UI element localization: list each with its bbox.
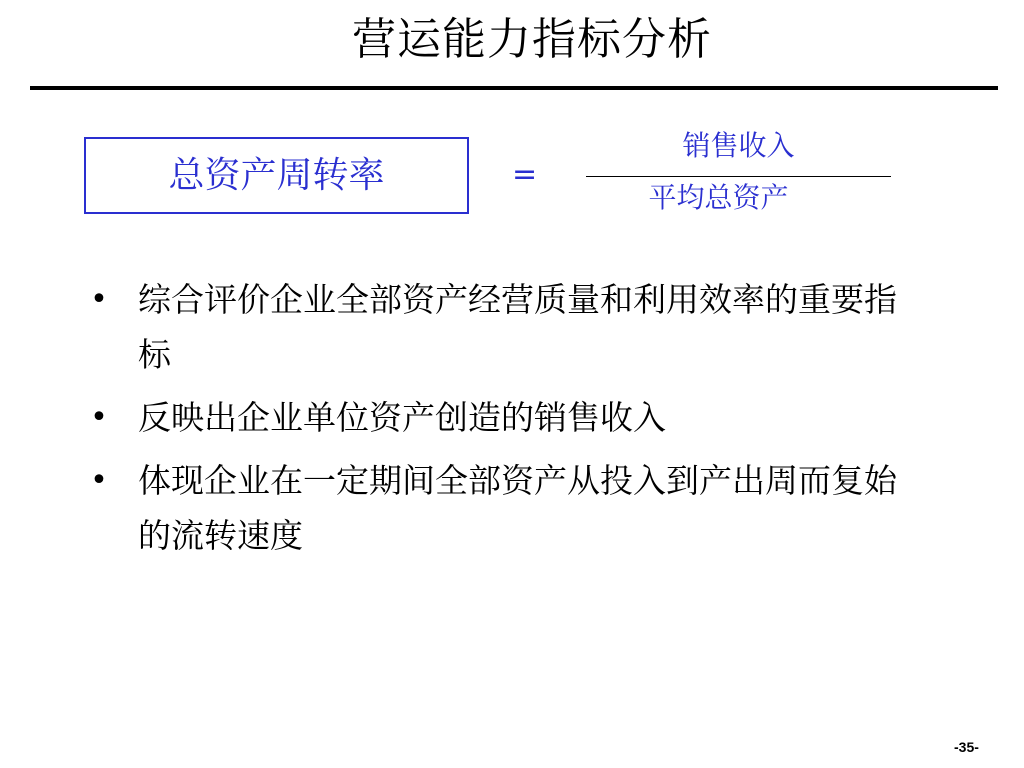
- formula-name-box: [84, 137, 469, 214]
- formula-name: 总资产周转率: [168, 154, 385, 196]
- bullet-icon: •: [90, 282, 108, 317]
- fraction-line: [586, 176, 891, 177]
- bullet-text: 反映出企业单位资产创造的销售收入: [138, 398, 666, 437]
- bullet-item: [88, 453, 918, 563]
- slide-title: 营运能力指标分析: [352, 14, 712, 65]
- bullet-icon: •: [90, 463, 108, 498]
- title-divider: [30, 86, 998, 90]
- bullet-text: 综合评价企业全部资产经营质量和利用效率的重要指标: [138, 280, 897, 374]
- formula-denominator: 平均总资产: [648, 181, 789, 214]
- bullet-icon: •: [90, 400, 108, 435]
- bullet-text: 体现企业在一定期间全部资产从投入到产出周而复始的流转速度: [138, 461, 897, 555]
- bullet-list: [88, 272, 918, 571]
- formula-numerator: 销售收入: [682, 129, 795, 162]
- bullet-item: [88, 390, 918, 445]
- bullet-item: [88, 272, 918, 382]
- equals-sign: =: [512, 157, 538, 192]
- page-number: -35-: [954, 739, 979, 755]
